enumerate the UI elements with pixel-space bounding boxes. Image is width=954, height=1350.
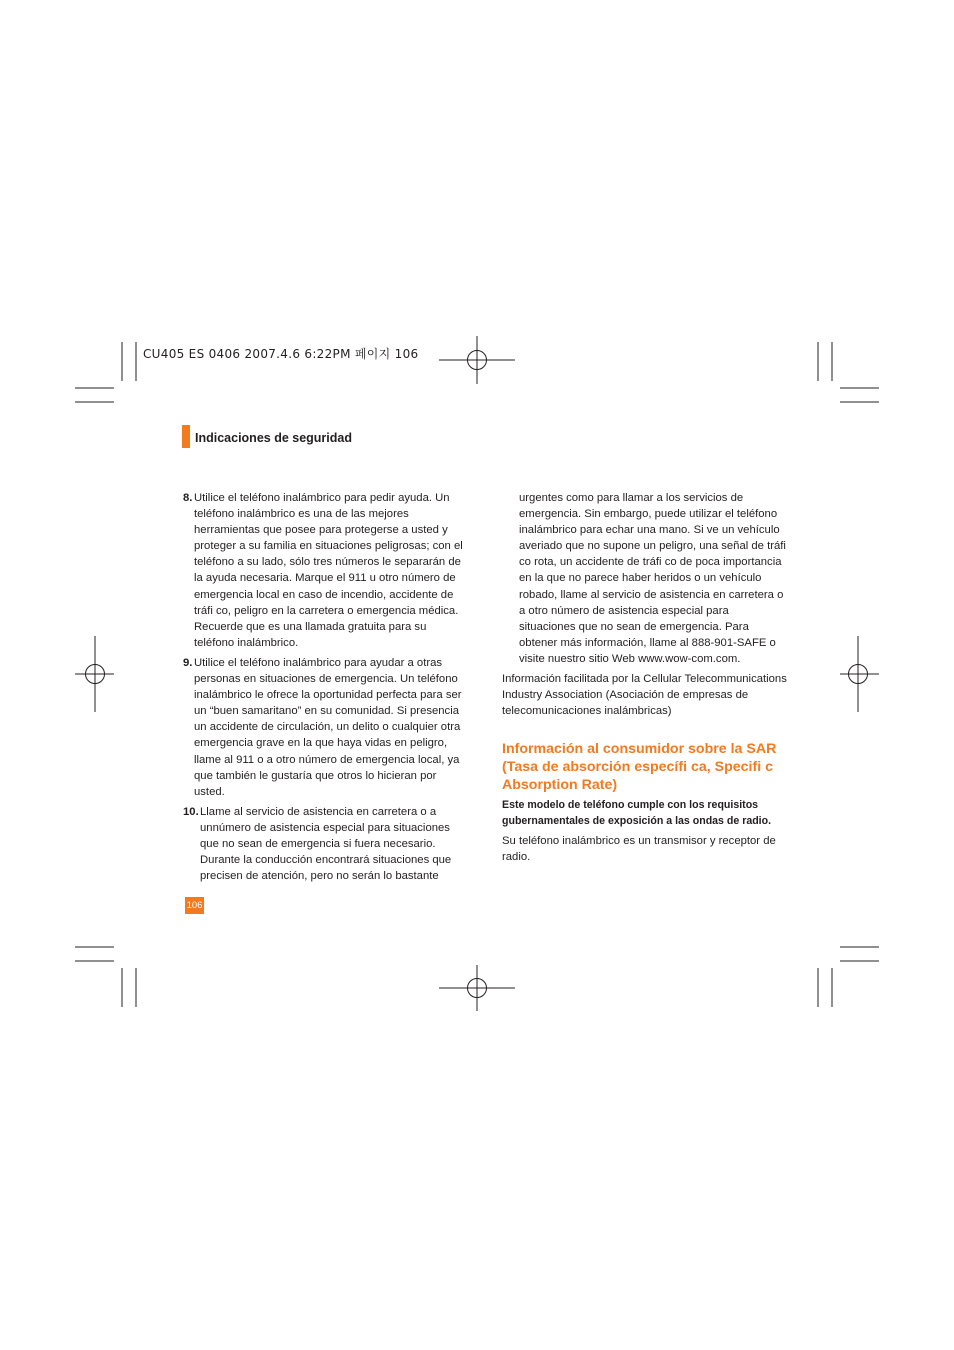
- item-number: 9.: [183, 656, 193, 669]
- left-column: [183, 490, 468, 888]
- item-number: 10.: [183, 805, 199, 818]
- item-number: 8.: [183, 492, 193, 504]
- page-number: 106: [185, 897, 204, 914]
- sar-body: Su teléfono inalámbrico es un transmisor y receptor de radio.: [502, 834, 776, 863]
- item-text: Utilice el teléfono inalámbrico para pedir ayuda. Un teléfono inalámbrico es una de las mejores herramientas que posee para protegerse a usted y proteger a su familia en situaciones peligrosas; con el teléfono a su lado, sólo tres números le separarán de la ayuda necesaria. Marque el 911 u otro número de emergencia local en caso de incendio, accidente de tráfi co, peligro en la carretera o emergencia médica. Recuerde que es una llamada gratuita para su teléfono inalámbrico.: [194, 492, 463, 649]
- sar-lead: Este modelo de teléfono cumple con los requisitos gubernamentales de exposición a las ondas de radio.: [502, 799, 772, 827]
- print-slug: CU405 ES 0406 2007.4.6 6:22PM 페이지 106: [143, 347, 419, 361]
- list-item-9: [183, 655, 468, 800]
- sar-heading: Información al consumidor sobre la SAR (Tasa de absorción específi ca, Specifi c Absorption Rate): [502, 741, 777, 793]
- item-text: Llame al servicio de asistencia en carretera o a unnúmero de asistencia especial para situaciones que no sean de emergencia si fuera necesario. Durante la conducción encontrará situaciones que precisen de atención, pero no serán lo bastante: [200, 805, 452, 883]
- item-text: Utilice el teléfono inalámbrico para ayudar a otras personas en situaciones de emergencia. Un teléfono inalámbrico le ofrece la oportunidad perfecta para ser un “buen samaritano” en su comunidad. Si presencia un accidente de circulación, un delito o cualquier otra emergencia grave en la que haya vidas en peligro, llame al 911 o a otro número de emergencia local, ya que también le gustaría que otros lo hicieran por usted.: [194, 656, 462, 798]
- item-10-continuation: urgentes como para llamar a los servicios de emergencia. Sin embargo, puede utilizar el teléfono inalámbrico para echar una mano. Si ve un vehículo averiado que no supone un peligro, una señal de tráfi co rota, un accidente de tráfi co de poca importancia en la que no parece haber heridos o un vehículo robado, llame al servicio de asistencia en carretera o a otro número de asistencia especial para situaciones que no sean de emergencia. Para obtener más información, llame al 888-901-SAFE o visite nuestro sitio Web www.wow-com.com.: [519, 492, 786, 665]
- list-item-10: [183, 804, 468, 884]
- right-column: [502, 490, 787, 869]
- section-title: Indicaciones de seguridad: [195, 431, 352, 445]
- source-note: Información facilitada por la Cellular Telecommunications Industry Association (Asociación de empresas de telecomunicaciones inalámbricas): [502, 673, 787, 718]
- list-item-8: [183, 490, 468, 651]
- section-marker: [182, 425, 190, 448]
